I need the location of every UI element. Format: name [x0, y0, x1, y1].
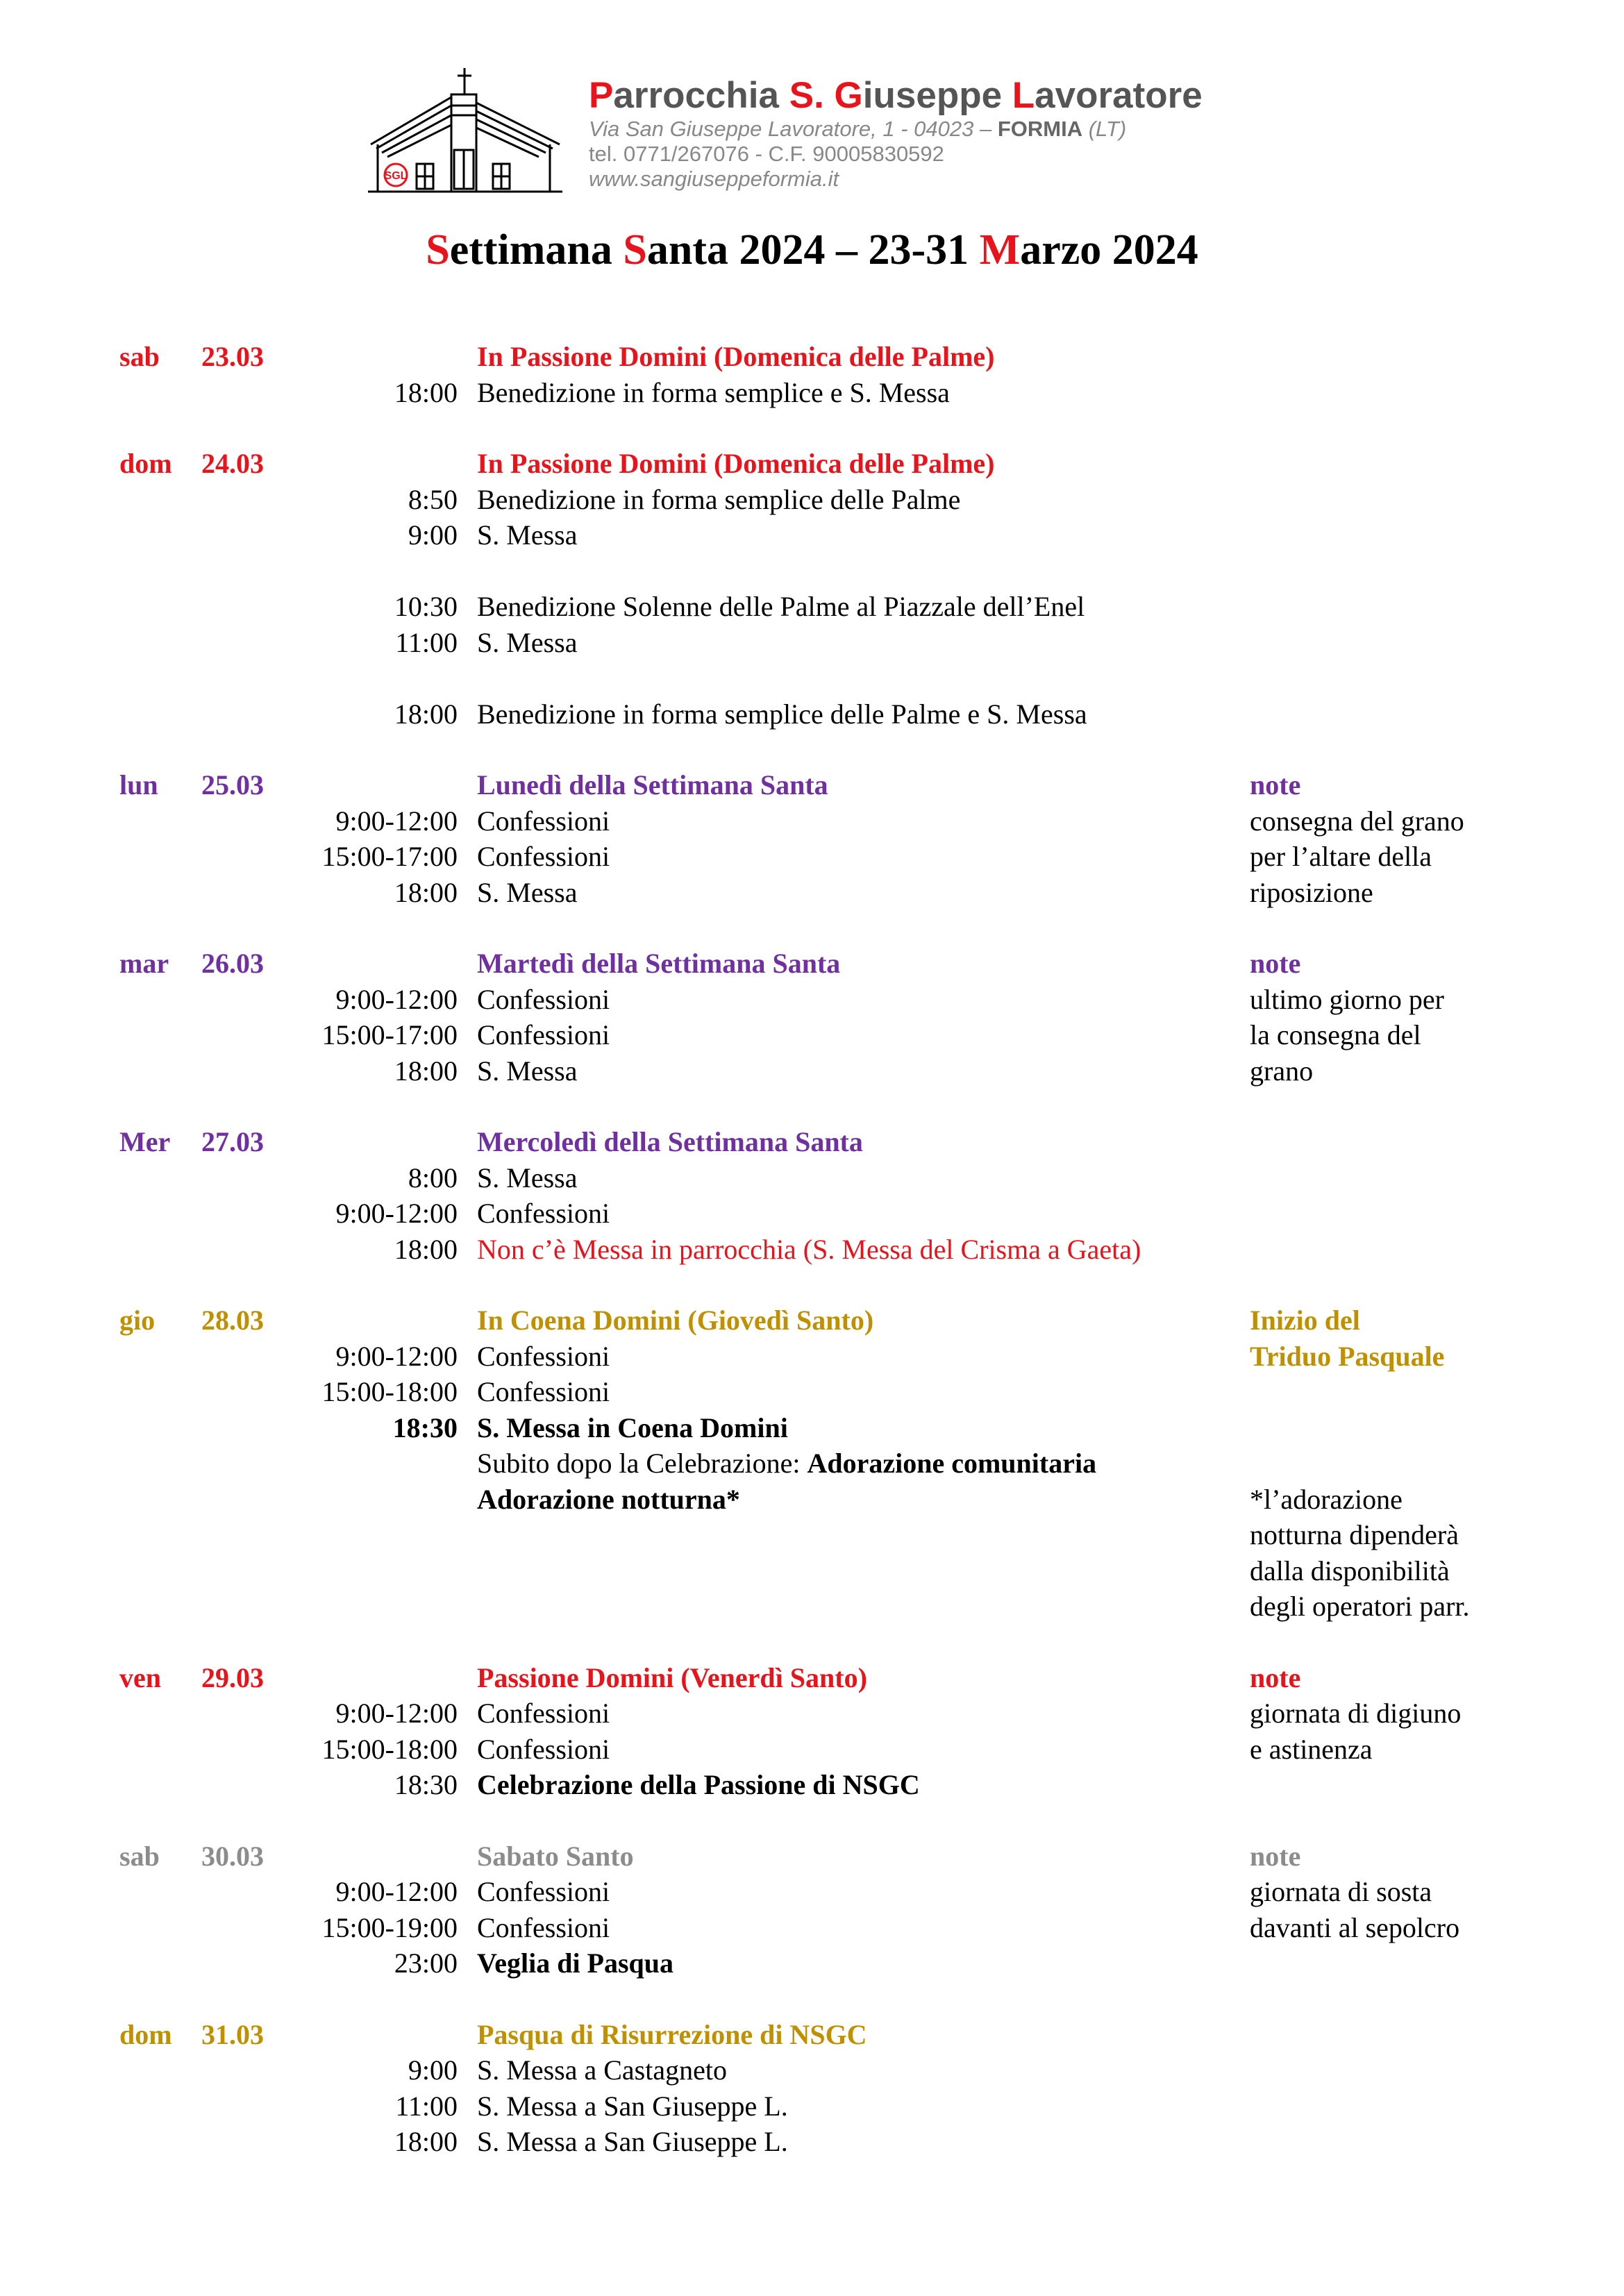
schedule-row [0, 660, 1624, 696]
day-block [0, 1838, 1624, 1981]
weekday: sab [119, 341, 160, 372]
day-heading: Mercoledì della Settimana Santa [477, 1126, 863, 1157]
event-text: Benedizione Solenne delle Palme al Piazzale dell’Enel [477, 591, 1085, 622]
title-initial: S [426, 226, 450, 274]
schedule-row [0, 1838, 1624, 1875]
event-text: Benedizione in forma semplice delle Palme e S. Messa [477, 698, 1087, 730]
schedule-row [0, 767, 1624, 803]
time: 11:00 [395, 2090, 458, 2122]
time: 9:00-12:00 [335, 1340, 458, 1372]
weekday: sab [119, 1840, 160, 1872]
schedule-row [0, 1553, 1624, 1589]
schedule-row [0, 1410, 1624, 1446]
schedule-row [0, 1589, 1624, 1625]
schedule-row [0, 2052, 1624, 2088]
event-text: Confessioni [477, 1019, 610, 1050]
schedule-row [0, 875, 1624, 911]
time: 18:30 [392, 1411, 458, 1443]
note-text: la consegna del [1250, 1019, 1421, 1050]
time: 23:00 [394, 1947, 458, 1979]
day-heading: Martedì della Settimana Santa [477, 948, 841, 979]
schedule-row [0, 589, 1624, 625]
weekday: lun [119, 769, 158, 801]
schedule-row [0, 803, 1624, 839]
event-text-bold: Adorazione comunitaria [807, 1448, 1097, 1479]
schedule-row [0, 1910, 1624, 1946]
day-heading: In Coena Domini (Giovedì Santo) [477, 1305, 874, 1336]
time: 18:30 [394, 1769, 458, 1800]
parish-name-initial: L [1012, 75, 1035, 116]
svg-text:SGL: SGL [384, 170, 408, 182]
schedule-row [0, 982, 1624, 1018]
event-text: Confessioni [477, 1733, 610, 1765]
title-initial: M [979, 226, 1021, 274]
note-text: dalla disponibilità [1250, 1555, 1450, 1586]
date: 24.03 [201, 448, 264, 479]
time: 18:00 [394, 1055, 458, 1087]
schedule-row [0, 2017, 1624, 2053]
schedule-row [0, 1017, 1624, 1053]
time: 9:00-12:00 [335, 1198, 458, 1229]
note-text: davanti al sepolcro [1250, 1911, 1460, 1943]
parish-name-initial: G [834, 75, 863, 116]
day-block [0, 946, 1624, 1089]
parish-website: www.sangiuseppeformia.it [589, 167, 839, 191]
time: 8:00 [408, 1162, 458, 1193]
day-block [0, 339, 1624, 410]
title-part: arzo 2024 [1020, 226, 1198, 274]
time: 9:00-12:00 [335, 805, 458, 837]
time: 10:30 [394, 591, 458, 622]
title-initial: S [623, 226, 647, 274]
schedule-row [0, 1374, 1624, 1410]
schedule-row [0, 1302, 1624, 1339]
schedule-row [0, 1232, 1624, 1268]
event-text: S. Messa a San Giuseppe L. [477, 2126, 788, 2157]
date: 23.03 [201, 341, 264, 372]
note-text: riposizione [1250, 876, 1373, 908]
event-text: Veglia di Pasqua [477, 1947, 674, 1979]
time: 9:00 [408, 2054, 458, 2086]
schedule-row [0, 446, 1624, 482]
event-text: Confessioni [477, 1198, 610, 1229]
time: 18:00 [394, 376, 458, 408]
church-logo-icon [368, 67, 562, 194]
schedule-row [0, 696, 1624, 732]
day-heading: Pasqua di Risurrezione di NSGC [477, 2018, 867, 2050]
event-text: Confessioni [477, 805, 610, 837]
parish-name [589, 75, 1203, 117]
day-heading: In Passione Domini (Domenica delle Palme) [477, 448, 995, 479]
event-text: S. Messa [477, 876, 578, 908]
time: 15:00-18:00 [321, 1376, 458, 1407]
event-text: Confessioni [477, 1911, 610, 1943]
weekday: ven [119, 1661, 161, 1693]
weekday: mar [119, 948, 169, 979]
event-text: Benedizione in forma semplice delle Palme [477, 483, 961, 515]
parish-name-part [824, 75, 835, 116]
parish-name-part: avoratore [1035, 75, 1203, 116]
date: 29.03 [201, 1661, 264, 1693]
schedule-row [0, 553, 1624, 589]
schedule-row [0, 1124, 1624, 1160]
event-text: S. Messa [477, 519, 578, 551]
note-heading: Inizio del [1250, 1305, 1360, 1336]
schedule-row [0, 1874, 1624, 1910]
time: 15:00-17:00 [321, 1019, 458, 1050]
note-text: *l’adorazione [1250, 1483, 1403, 1515]
parish-name-part: iuseppe [862, 75, 1012, 116]
title-part: ettimana [449, 226, 623, 274]
weekday: dom [119, 448, 172, 479]
schedule [0, 339, 1624, 2195]
time: 9:00-12:00 [335, 1876, 458, 1907]
date: 30.03 [201, 1840, 264, 1872]
schedule-row [0, 1945, 1624, 1981]
event-text-plain: Subito dopo la Celebrazione: [477, 1448, 807, 1479]
schedule-row [0, 1732, 1624, 1768]
schedule-row [0, 1446, 1624, 1482]
note-heading: note [1250, 1840, 1301, 1872]
schedule-row [0, 946, 1624, 982]
date: 31.03 [201, 2018, 264, 2050]
note-text: degli operatori parr. [1250, 1591, 1470, 1622]
event-text: S. Messa [477, 626, 578, 658]
day-block [0, 446, 1624, 732]
schedule-row [0, 839, 1624, 875]
day-block [0, 767, 1624, 910]
note-text: giornata di digiuno [1250, 1698, 1462, 1729]
schedule-row [0, 482, 1624, 518]
event-text: S. Messa [477, 1162, 578, 1193]
event-text: Confessioni [477, 1340, 610, 1372]
day-heading: In Passione Domini (Domenica delle Palme) [477, 341, 995, 372]
parish-name-initial: P [589, 75, 614, 116]
event-text: Non c’è Messa in parrocchia (S. Messa del Crisma a Gaeta) [477, 1233, 1141, 1265]
schedule-row [0, 1695, 1624, 1732]
date: 27.03 [201, 1126, 264, 1157]
schedule-row [0, 1517, 1624, 1553]
day-heading: Sabato Santo [477, 1840, 634, 1872]
parish-name-part: arrocchia [613, 75, 789, 116]
note-text: notturna dipenderà [1250, 1519, 1459, 1550]
time: 9:00-12:00 [335, 1698, 458, 1729]
time: 8:50 [408, 483, 458, 515]
schedule-row [0, 625, 1624, 661]
event-text: Confessioni [477, 841, 610, 872]
note-text: ultimo giorno per [1250, 983, 1444, 1015]
event-text: Celebrazione della Passione di NSGC [477, 1769, 920, 1800]
event-text: Adorazione notturna* [477, 1483, 740, 1515]
schedule-row [0, 1196, 1624, 1232]
day-heading: Lunedì della Settimana Santa [477, 769, 828, 801]
time: 18:00 [394, 698, 458, 730]
note-heading: Triduo Pasquale [1250, 1340, 1445, 1372]
page-title [0, 221, 1624, 279]
title-part: anta 2024 – 23-31 [646, 226, 980, 274]
day-block [0, 2017, 1624, 2160]
note-text: consegna del grano [1250, 805, 1464, 837]
letterhead [0, 0, 1624, 208]
time: 11:00 [395, 626, 458, 658]
event-text: S. Messa [477, 1055, 578, 1087]
parish-address: Via San Giuseppe Lavoratore, 1 - 04023 – FORMIA (LT) [589, 117, 1127, 141]
note-text: e astinenza [1250, 1733, 1373, 1765]
time: 15:00-19:00 [321, 1911, 458, 1943]
event-text: S. Messa in Coena Domini [477, 1411, 788, 1443]
event-text: Confessioni [477, 1876, 610, 1907]
schedule-row [0, 2124, 1624, 2160]
schedule-row [0, 375, 1624, 411]
schedule-row [0, 517, 1624, 553]
day-block [0, 1302, 1624, 1625]
event-text: Confessioni [477, 983, 610, 1015]
schedule-row [0, 2088, 1624, 2125]
time: 15:00-18:00 [321, 1733, 458, 1765]
weekday: gio [119, 1305, 156, 1336]
weekday: Mer [119, 1126, 171, 1157]
note-heading: note [1250, 948, 1301, 979]
event-text: S. Messa a San Giuseppe L. [477, 2090, 788, 2122]
time: 18:00 [394, 2126, 458, 2157]
weekday: dom [119, 2018, 172, 2050]
note-text: giornata di sosta [1250, 1876, 1432, 1907]
time: 15:00-17:00 [321, 841, 458, 872]
schedule-row [0, 1767, 1624, 1803]
time: 9:00 [408, 519, 458, 551]
schedule-row [0, 1482, 1624, 1518]
schedule-row [0, 1339, 1624, 1375]
time: 18:00 [394, 876, 458, 908]
parish-phone: tel. 0771/267076 - C.F. 90005830592 [589, 142, 944, 166]
date: 25.03 [201, 769, 264, 801]
date: 26.03 [201, 948, 264, 979]
date: 28.03 [201, 1305, 264, 1336]
note-text: per l’altare della [1250, 841, 1432, 872]
event-text: Confessioni [477, 1698, 610, 1729]
time: 18:00 [394, 1233, 458, 1265]
event-text: Confessioni [477, 1376, 610, 1407]
schedule-row [0, 339, 1624, 375]
schedule-row [0, 1660, 1624, 1696]
event-text: Benedizione in forma semplice e S. Messa [477, 376, 950, 408]
event-text [477, 1446, 1096, 1482]
note-heading: note [1250, 769, 1301, 801]
day-block [0, 1660, 1624, 1803]
schedule-row [0, 1160, 1624, 1196]
note-heading: note [1250, 1661, 1301, 1693]
note-text: grano [1250, 1055, 1314, 1087]
time: 9:00-12:00 [335, 983, 458, 1015]
event-text: S. Messa a Castagneto [477, 2054, 727, 2086]
parish-name-initial: S. [789, 75, 824, 116]
day-block [0, 1124, 1624, 1267]
schedule-row [0, 1053, 1624, 1089]
day-heading: Passione Domini (Venerdì Santo) [477, 1661, 867, 1693]
